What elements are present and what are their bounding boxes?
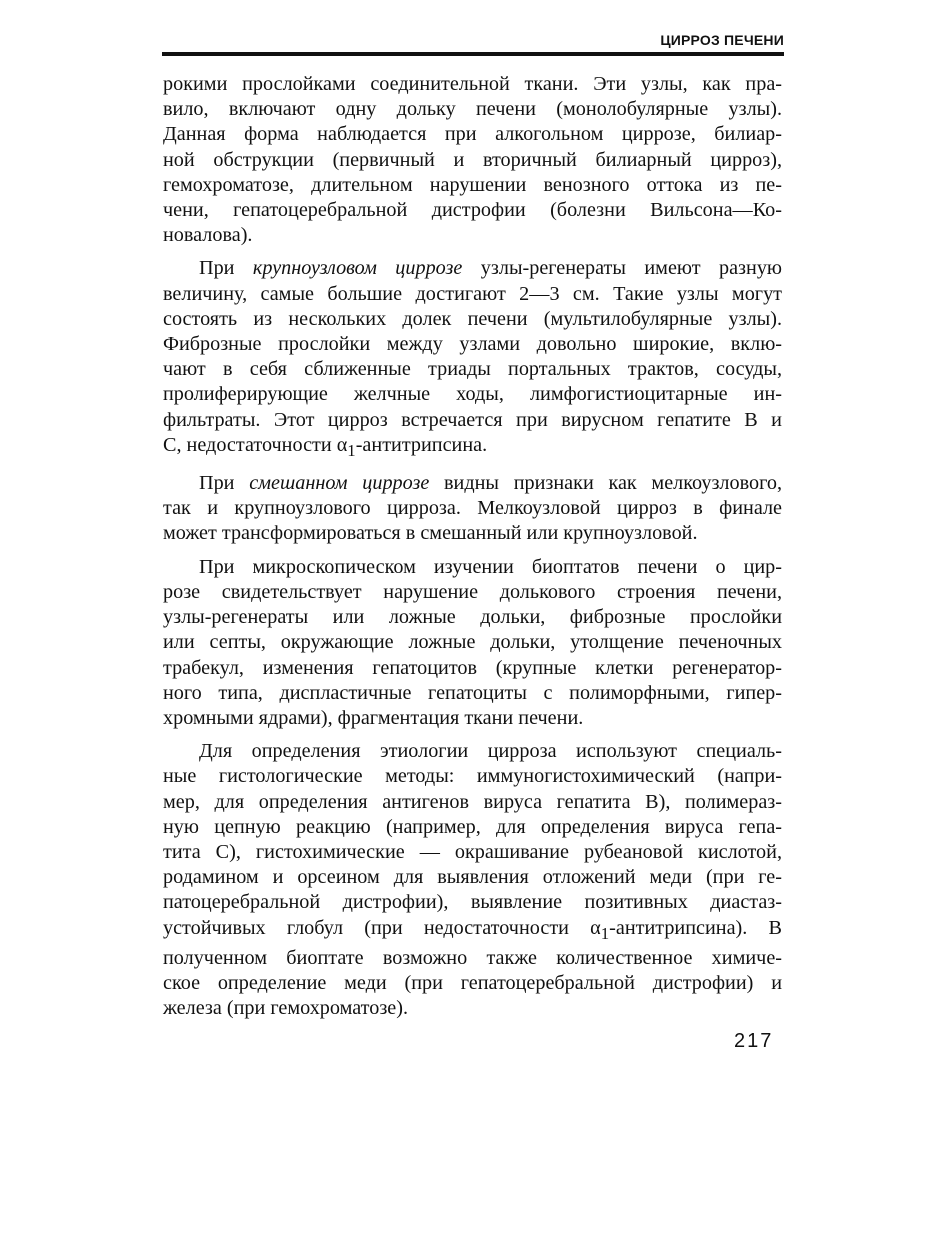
text-line: [163, 256, 782, 281]
text-line: хромными ядрами), фрагментация ткани печени.: [163, 706, 584, 729]
text-line: [163, 433, 782, 463]
paragraph-4: [163, 555, 782, 731]
text-run: При: [199, 257, 253, 280]
text-line: мер, для определения антигенов вируса гепатита В), полимераз-: [163, 790, 782, 813]
text-run: устойчивых глобул (при недостаточности α: [163, 916, 601, 939]
text-line: патоцеребральной дистрофии), выявление позитивных диастаз-: [163, 891, 782, 914]
running-header-title: ЦИРРОЗ ПЕЧЕНИ: [660, 32, 784, 48]
text-run: При: [199, 472, 250, 495]
text-line: состоять из нескольких долек печени (мультилобулярные узлы).: [163, 307, 782, 330]
text-line: розе свидетельствует нарушение долькового строения печени,: [163, 580, 782, 603]
text-line: так и крупноузлового цирроза. Мелкоузловой цирроз в финале: [163, 497, 782, 520]
text-line: новалова).: [163, 224, 253, 247]
body-text: [163, 72, 782, 1029]
text-run: С, недостаточности α: [163, 433, 348, 456]
page-number: 217: [734, 1030, 774, 1052]
header-rule: [162, 52, 784, 56]
text-line: тита С), гистохимические — окрашивание рубеановой кислотой,: [163, 840, 782, 863]
subscript: 1: [347, 440, 356, 460]
text-line: чени, гепатоцеребральной дистрофии (болезни Вильсона—Ко-: [163, 199, 782, 222]
paragraph-2: [163, 256, 782, 463]
text-run: -антитрипсина). В: [609, 916, 782, 939]
text-line: фильтраты. Этот цирроз встречается при вирусном гепатите В и: [163, 408, 782, 431]
text-line: ную цепную реакцию (например, для определения вируса гепа-: [163, 815, 782, 838]
text-line: пролиферирующие желчные ходы, лимфогистиоцитарные ин-: [163, 383, 782, 406]
text-line: величину, самые большие достигают 2—3 см. Такие узлы могут: [163, 282, 782, 305]
text-line: ного типа, диспластичные гепатоциты с полиморфными, гипер-: [163, 681, 782, 704]
text-line: может трансформироваться в смешанный или крупноузловой.: [163, 522, 698, 545]
text-line: ные гистологические методы: иммуногистохимический (напри-: [163, 765, 782, 788]
text-line: Фиброзные прослойки между узлами довольно широкие, вклю-: [163, 333, 782, 356]
paragraph-5: [163, 739, 782, 1021]
text-line: чают в себя сближенные триады портальных трактов, сосуды,: [163, 358, 782, 381]
paragraph-3: [163, 471, 782, 547]
paragraph-1: [163, 72, 782, 248]
text-line: ское определение меди (при гепатоцеребральной дистрофии) и: [163, 971, 782, 994]
text-line: Данная форма наблюдается при алкогольном циррозе, билиар-: [163, 123, 782, 146]
text-run: узлы-регенераты имеют разную: [462, 257, 783, 280]
text-run: -антитрипсина.: [355, 433, 488, 456]
text-line: родамином и орсеином для выявления отложений меди (при ге-: [163, 866, 782, 889]
text-line: гемохроматозе, длительном нарушении венозного оттока из пе-: [163, 173, 782, 196]
text-line: вило, включают одну дольку печени (монолобулярные узлы).: [163, 98, 782, 121]
text-line: узлы-регенераты или ложные дольки, фиброзные прослойки: [163, 606, 782, 629]
text-line: [163, 916, 782, 946]
text-line: трабекул, изменения гепатоцитов (крупные клетки регенератор-: [163, 656, 782, 679]
subscript: 1: [600, 923, 610, 943]
text-run: видны признаки как мелкоузлового,: [429, 472, 782, 495]
text-line: железа (при гемохроматозе).: [163, 997, 409, 1020]
text-line: или септы, окружающие ложные дольки, утолщение печеночных: [163, 631, 782, 654]
text-line: рокими прослойками соединительной ткани. Эти узлы, как пра-: [163, 73, 782, 95]
text-line: полученном биоптате возможно также количественное химиче-: [163, 946, 782, 969]
italic-term: смешанном циррозе: [249, 472, 430, 495]
italic-term: крупноузловом циррозе: [252, 257, 463, 280]
text-line: ной обструкции (первичный и вторичный билиарный цирроз),: [163, 148, 782, 171]
text-line: Для определения этиологии цирроза используют специаль-: [199, 740, 782, 763]
text-line: [163, 471, 782, 496]
text-line: При микроскопическом изучении биоптатов печени о цир-: [199, 555, 782, 578]
